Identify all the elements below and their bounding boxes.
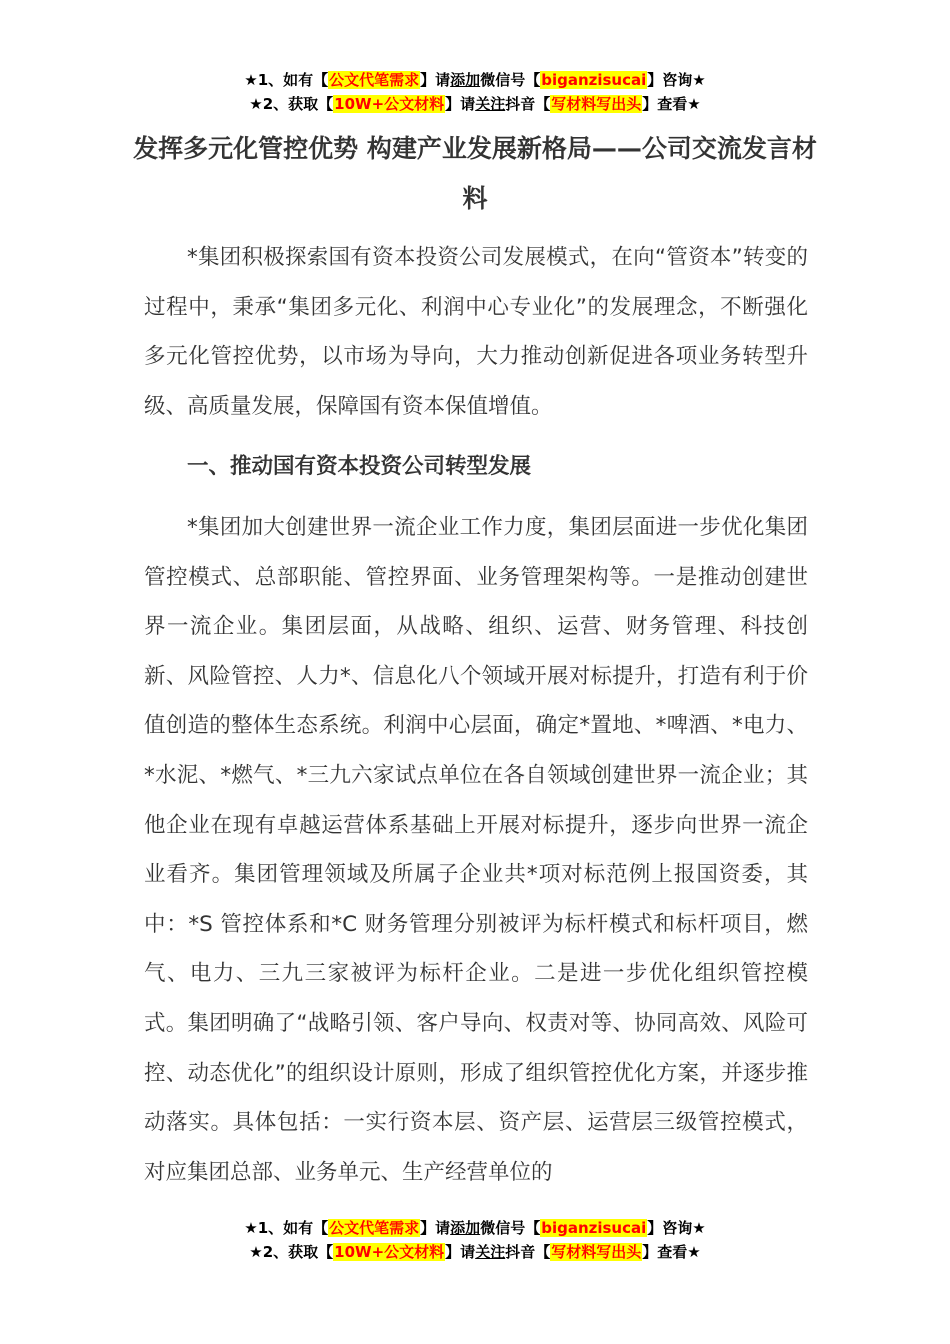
promo-header — [0, 68, 950, 116]
promo-text: 】请 — [420, 71, 451, 89]
star-icon: ★ — [244, 1219, 258, 1237]
promo-footer — [0, 1216, 950, 1264]
promo-text: 抖音【 — [505, 1243, 551, 1261]
promo-highlight: 写材料写出头 — [551, 95, 642, 113]
promo-emphasis: 添加 — [450, 1219, 481, 1237]
star-icon: ★ — [687, 1243, 701, 1261]
promo-highlight: biganzisucai — [541, 71, 647, 89]
promo-text: 微信号【 — [480, 1219, 541, 1237]
promo-text: 1、如有【 — [257, 71, 329, 89]
section-heading: 一、推动国有资本投资公司转型发展 — [187, 454, 532, 480]
star-icon: ★ — [692, 1219, 706, 1237]
star-icon: ★ — [244, 71, 258, 89]
promo-text: 2、获取【 — [262, 95, 334, 113]
promo-text: 】查看 — [642, 95, 688, 113]
promo-text: 】请 — [445, 95, 476, 113]
promo-highlight: 写材料写出头 — [551, 1243, 642, 1261]
promo-text: 抖音【 — [505, 95, 551, 113]
intro-paragraph: *集团积极探索国有资本投资公司发展模式，在向“管资本”转变的过程中，秉承“集团多元化、利润中心专业化”的发展理念，不断强化多元化管控优势，以市场为导向，大力推动创新促进各项业务转型升级、高质量发展，保障国有资本保值增值。 — [144, 245, 808, 419]
promo-text: 1、如有【 — [257, 1219, 329, 1237]
star-icon: ★ — [692, 71, 706, 89]
promo-text: 】请 — [420, 1219, 451, 1237]
promo-line-2 — [0, 92, 950, 116]
section-paragraph: *集团加大创建世界一流企业工作力度，集团层面进一步优化集团管控模式、总部职能、管控界面、业务管理架构等。一是推动创建世界一流企业。集团层面，从战略、组织、运营、财务管理、科技创新、风险管控、人力*、信息化八个领域开展对标提升，打造有利于价值创造的整体生态系统。利润中心层面，确定*置地、*啤酒、*电力、*水泥、*燃气、*三九六家试点单位在各自领域创建世界一流企业；其他企业在现有卓越运营体系基础上开展对标提升，逐步向世界一流企业看齐。集团管理领域及所属子企业共*项对标范例上报国资委，其中：*S 管控体系和*C 财务管理分别被评为标杆模式和标杆项目，燃气、电力、三九三家被评为标杆企业。二是进一步优化组织管控模式。集团明确了“战略引领、客户导向、权责对等、协同高效、风险可控、动态优化”的组织设计原则，形成了组织管控优化方案，并逐步推动落实。具体包括：一实行资本层、资产层、运营层三级管控模式，对应集团总部、业务单元、生产经营单位的 — [144, 514, 808, 1185]
promo-line-1 — [0, 68, 950, 92]
promo-highlight: 10W+公文材料 — [334, 1243, 445, 1261]
promo-text: 】请 — [445, 1243, 476, 1261]
promo-highlight: 公文代笔需求 — [329, 71, 420, 89]
promo-highlight: 公文代笔需求 — [329, 1219, 420, 1237]
promo-text: 】咨询 — [647, 1219, 693, 1237]
promo-emphasis: 关注 — [475, 95, 506, 113]
promo-text: 】咨询 — [647, 71, 693, 89]
document-title: 发挥多元化管控优势 构建产业发展新格局——公司交流发言材料 — [133, 134, 817, 213]
promo-text: 微信号【 — [480, 71, 541, 89]
promo-emphasis: 添加 — [450, 71, 481, 89]
promo-highlight: 10W+公文材料 — [334, 95, 445, 113]
document-body — [144, 233, 808, 1197]
promo-line-1 — [0, 1216, 950, 1240]
promo-emphasis: 关注 — [475, 1243, 506, 1261]
star-icon: ★ — [687, 95, 701, 113]
promo-text: 】查看 — [642, 1243, 688, 1261]
promo-text: 2、获取【 — [262, 1243, 334, 1261]
promo-line-2 — [0, 1240, 950, 1264]
promo-highlight: biganzisucai — [541, 1219, 647, 1237]
star-icon: ★ — [249, 95, 263, 113]
star-icon: ★ — [249, 1243, 263, 1261]
